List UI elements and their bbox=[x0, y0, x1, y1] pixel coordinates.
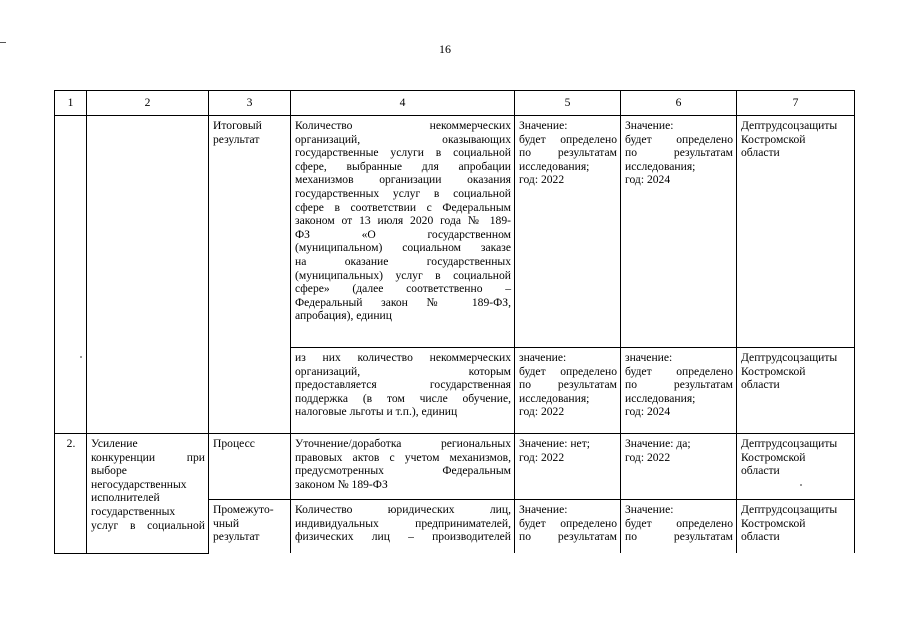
indicator-line: из них количество некоммерческих bbox=[295, 351, 511, 364]
measures-table bbox=[54, 90, 855, 554]
header-cell: 1 bbox=[55, 91, 87, 116]
indicator-line: Уточнение/доработка региональных bbox=[295, 437, 511, 450]
value-line: Значение: да; bbox=[625, 437, 691, 450]
task-line: государственных bbox=[91, 504, 176, 518]
value-line: год: 2024 bbox=[625, 405, 671, 419]
value-line: будет определено bbox=[519, 516, 617, 530]
indicator-line: физических лиц – производителей bbox=[295, 530, 511, 544]
responsible-line: области bbox=[741, 146, 780, 160]
value-line: Значение: bbox=[625, 119, 674, 132]
value-line: по результатам bbox=[625, 530, 733, 544]
target-value-cell bbox=[621, 500, 737, 554]
responsible-line: Костромской bbox=[741, 450, 806, 464]
indicator-line: Количество некоммерческих bbox=[295, 119, 511, 132]
indicator-line: государственные услуги в социальной bbox=[295, 146, 511, 160]
value-line: значение: bbox=[625, 351, 673, 364]
stage-line: Итоговый bbox=[213, 119, 262, 132]
indicator-line: организаций, которым bbox=[295, 364, 511, 378]
indicator-line: механизмов организации оказания bbox=[295, 173, 511, 187]
value-line: будет определено bbox=[519, 132, 617, 146]
indicator-line: предоставляется государственная bbox=[295, 378, 511, 392]
indicator-cell bbox=[291, 500, 515, 554]
responsible-line: области bbox=[741, 464, 780, 478]
indicator-cell bbox=[291, 116, 515, 348]
responsible-cell bbox=[737, 116, 855, 348]
value-line: исследования; bbox=[625, 391, 696, 405]
stage-line: результат bbox=[213, 530, 260, 544]
table-row bbox=[55, 116, 855, 348]
table-header-row bbox=[55, 91, 855, 116]
responsible-line: области bbox=[741, 378, 780, 392]
value-line: будет определено bbox=[625, 132, 733, 146]
page-number: 16 bbox=[439, 42, 451, 56]
header-cell: 6 bbox=[621, 91, 737, 116]
stage-cell bbox=[209, 500, 291, 554]
value-line: будет определено bbox=[625, 516, 733, 530]
header-cell: 2 bbox=[87, 91, 209, 116]
indicator-line: Количество юридических лиц, bbox=[295, 503, 511, 516]
indicator-cell bbox=[291, 348, 515, 434]
value-line: по результатам bbox=[519, 530, 617, 544]
value-line: год: 2022 bbox=[519, 173, 565, 187]
value-line: Значение: bbox=[519, 503, 568, 516]
responsible-line: Костромской bbox=[741, 364, 806, 378]
stage-line: чный bbox=[213, 516, 240, 530]
responsible-line: Дептрудсоцзащиты bbox=[741, 119, 838, 132]
base-value-cell bbox=[515, 348, 621, 434]
task-line: Усиление bbox=[91, 437, 138, 450]
base-value-cell bbox=[515, 434, 621, 500]
row-number-cell bbox=[55, 434, 87, 554]
value-line: исследования; bbox=[625, 159, 696, 173]
task-line: конкуренции при bbox=[91, 450, 205, 464]
indicator-line: поддержка (в том числе обучение, bbox=[295, 391, 511, 405]
header-cell: 7 bbox=[737, 91, 855, 116]
indicator-line: ФЗ «О государственном bbox=[295, 227, 511, 241]
stage-line: результат bbox=[213, 132, 260, 146]
responsible-line: Костромской bbox=[741, 516, 806, 530]
indicator-line: (муниципальном) социальном заказе bbox=[295, 241, 511, 255]
table-row bbox=[55, 434, 855, 500]
row-number-cell bbox=[55, 116, 87, 434]
stage-line: Промежуто- bbox=[213, 503, 274, 516]
row-number: 2. bbox=[66, 437, 76, 450]
value-line: по результатам bbox=[625, 378, 733, 392]
value-line: год: 2024 bbox=[625, 173, 671, 187]
indicator-cell bbox=[291, 434, 515, 500]
indicator-line: сфере, выбранные для апробации bbox=[295, 159, 511, 173]
stage-cell bbox=[209, 434, 291, 500]
responsible-cell bbox=[737, 500, 855, 554]
responsible-line: Дептрудсоцзащиты bbox=[741, 351, 838, 364]
responsible-cell bbox=[737, 348, 855, 434]
task-cell bbox=[87, 434, 209, 554]
value-line: исследования; bbox=[519, 391, 590, 405]
target-value-cell bbox=[621, 348, 737, 434]
indicator-line: на оказание государственных bbox=[295, 254, 511, 268]
task-line: услуг в социальной bbox=[91, 518, 205, 532]
indicator-line: государственных услуг в социальной bbox=[295, 186, 511, 200]
value-line: год: 2022 bbox=[519, 450, 565, 464]
task-line: исполнителей bbox=[91, 491, 160, 505]
value-line: по результатам bbox=[519, 378, 617, 392]
indicator-line: правовых актов с учетом механизмов, bbox=[295, 450, 511, 464]
indicator-line: (муниципальных) услуг в социальной bbox=[295, 268, 511, 282]
value-line: исследования; bbox=[519, 159, 590, 173]
stage-line: Процесс bbox=[213, 437, 255, 450]
value-line: по результатам bbox=[519, 146, 617, 160]
indicator-line: индивидуальных предпринимателей, bbox=[295, 516, 511, 530]
value-line: будет определено bbox=[625, 364, 733, 378]
value-line: по результатам bbox=[625, 146, 733, 160]
indicator-line: сфере» (далее соответственно – bbox=[295, 282, 511, 296]
indicator-line: налоговые льготы и т.п.), единиц bbox=[295, 405, 458, 419]
value-line: год: 2022 bbox=[625, 450, 671, 464]
responsible-line: Дептрудсоцзащиты bbox=[741, 437, 838, 450]
value-line: Значение: bbox=[519, 119, 568, 132]
responsible-line: области bbox=[741, 530, 780, 544]
value-line: Значение: bbox=[625, 503, 674, 516]
task-line: негосударственных bbox=[91, 477, 187, 491]
value-line: значение: bbox=[519, 351, 567, 364]
task-cell bbox=[87, 116, 209, 434]
header-cell: 3 bbox=[209, 91, 291, 116]
header-cell: 5 bbox=[515, 91, 621, 116]
indicator-line: апробация), единиц bbox=[295, 309, 392, 323]
value-line: будет определено bbox=[519, 364, 617, 378]
responsible-line: Дептрудсоцзащиты bbox=[741, 503, 838, 516]
base-value-cell bbox=[515, 116, 621, 348]
stage-cell bbox=[209, 116, 291, 434]
value-line: год: 2022 bbox=[519, 405, 565, 419]
target-value-cell bbox=[621, 434, 737, 500]
indicator-line: предусмотренных Федеральным bbox=[295, 464, 511, 478]
value-line: Значение: нет; bbox=[519, 437, 590, 450]
responsible-cell bbox=[737, 434, 855, 500]
target-value-cell bbox=[621, 116, 737, 348]
indicator-line: Федеральный закон № 189-ФЗ, bbox=[295, 295, 511, 309]
indicator-line: организаций, оказывающих bbox=[295, 132, 511, 146]
responsible-line: Костромской bbox=[741, 132, 806, 146]
header-cell: 4 bbox=[291, 91, 515, 116]
indicator-line: сфере в соответствии с Федеральным bbox=[295, 200, 511, 214]
base-value-cell bbox=[515, 500, 621, 554]
task-line: выборе bbox=[91, 464, 127, 478]
indicator-line: законом № 189-ФЗ bbox=[295, 477, 388, 491]
indicator-line: законом от 13 июля 2020 года № 189- bbox=[295, 214, 511, 228]
